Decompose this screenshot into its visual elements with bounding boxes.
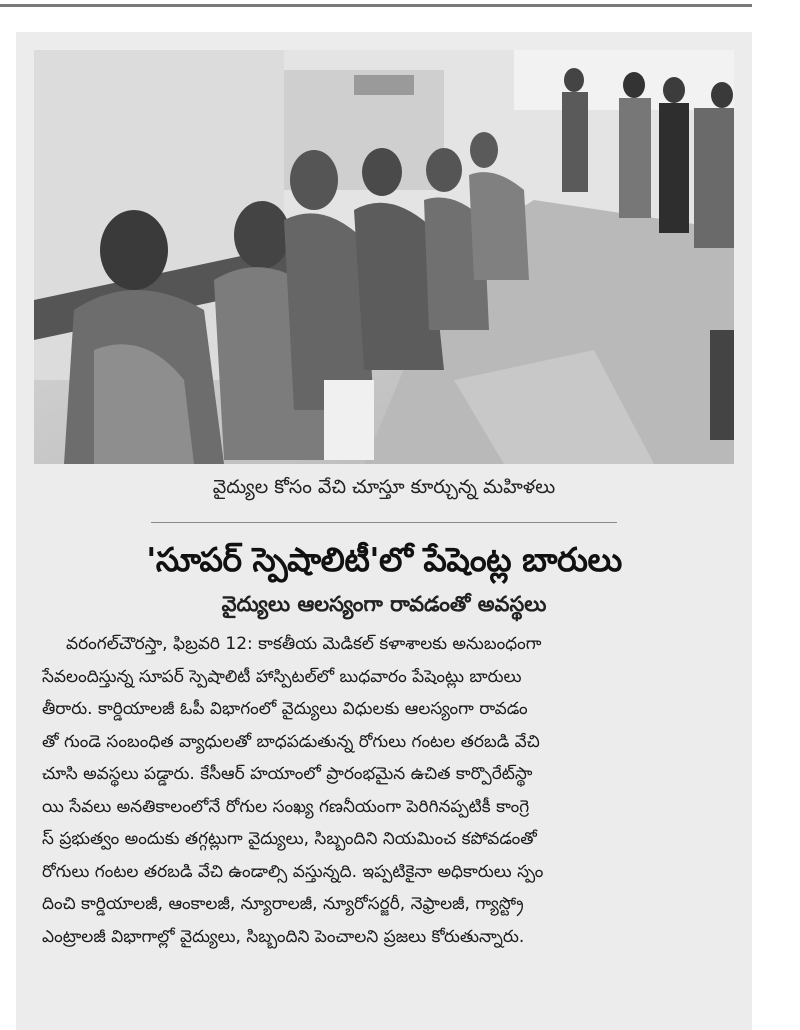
top-divider [0,4,752,7]
body-line: చూసి అవస్థలు పడ్డారు. కేసీఆర్ హయాంలో ప్రారంభమైన ఉచిత కార్పొరేట్‌స్థా [42,764,533,784]
body-line: యి సేవలు అనతికాలంలోనే రోగుల సంఖ్య గణనీయంగా పెరిగినప్పటికీ కాంగ్రె [42,796,530,817]
body-line: వరంగల్‌చౌరస్తా, ఫిబ్రవరి 12: కాకతీయ మెడికల్ కళాశాలకు అనుబంధంగా [66,634,542,654]
news-article [16,32,752,1030]
body-line: తో గుండె సంబంధిత వ్యాధులతో బాధపడుతున్న రోగులు గంటల తరబడి వేచి [42,731,540,752]
photo-caption: వైద్యుల కోసం వేచి చూస్తూ కూర్చున్న మహిళలు [212,476,556,498]
article-headline: 'సూపర్ స్పెషాలిటీ'లో పేషెంట్ల బారులు [146,540,622,579]
body-line: రోగులు గంటల తరబడి వేచి ఉండాల్సి వస్తున్నది. ఇప్పటికైనా అధికారులు స్పం [42,861,544,882]
body-line: తీరారు. కార్డియాలజీ ఓపీ విభాగంలో వైద్యులు విధులకు ఆలస్యంగా రావడం [42,699,528,719]
article-body [42,628,742,953]
body-line: ఎంట్రాలజీ విభాగాల్లో వైద్యులు, సిబ్బందిని పెంచాలని ప్రజలు కోరుతున్నారు. [42,926,525,947]
caption-divider [151,522,617,523]
article-photo [34,50,734,464]
body-line: దించి కార్డియాలజీ, ఆంకాలజీ, న్యూరాలజీ, న్యూరోసర్జరీ, నెఫ్రాలజీ, గ్యాస్ట్రో [42,894,524,914]
article-subheadline: వైద్యులు ఆలస్యంగా రావడంతో అవస్థలు [221,592,547,616]
body-line: సేవలందిస్తున్న సూపర్ స్పెషాలిటీ హాస్పిటల్‌లో బుధవారం పేషెంట్లు బారులు [42,666,522,687]
photo-icon [34,50,734,464]
body-line: స్ ప్రభుత్వం అందుకు తగ్గట్లుగా వైద్యులు, సిబ్బందిని నియమించ కపోవడంతో [42,829,537,849]
